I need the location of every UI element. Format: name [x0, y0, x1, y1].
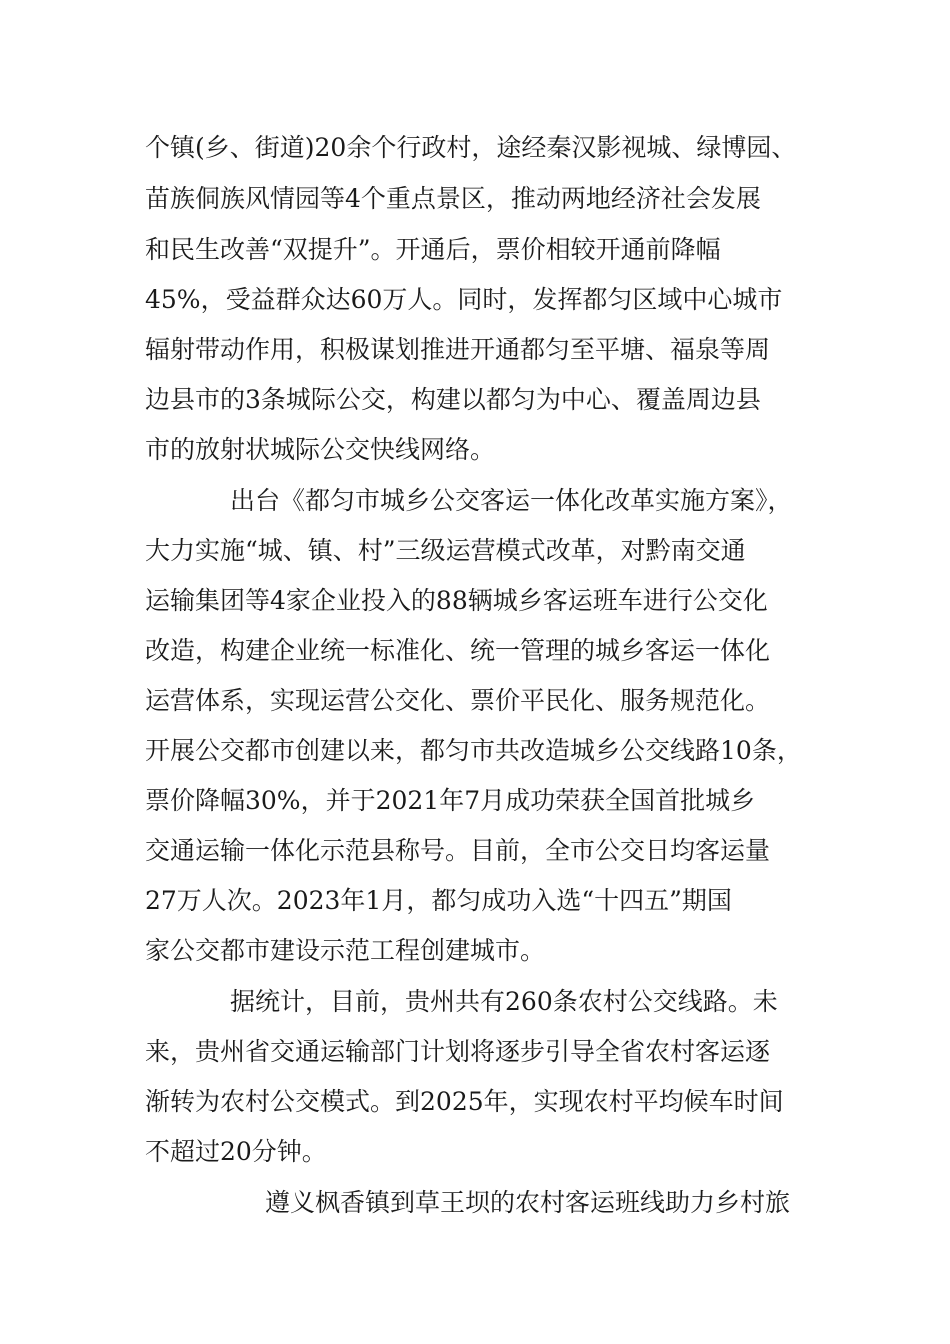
paragraph-4-line-1: 遵义枫香镇到草王坝的农村客运班线助力乡村旅 — [265, 1188, 791, 1217]
paragraph-3-line-4: 不超过20分钟。 — [145, 1137, 327, 1166]
paragraph-2-line-2: 大力实施“城、镇、村”三级运营模式改革，对黔南交通 — [145, 536, 746, 565]
paragraph-2-line-9: 27万人次。2023年1月，都匀成功入选“十四五”期国 — [145, 886, 732, 915]
paragraph-2-line-4: 改造，构建企业统一标准化、统一管理的城乡客运一体化 — [145, 636, 771, 665]
paragraph-2-line-3: 运输集团等4家企业投入的88辆城乡客运班车进行公交化 — [145, 586, 768, 615]
paragraph-2-line-10: 家公交都市建设示范工程创建城市。 — [145, 936, 546, 965]
paragraph-1-line-5: 辐射带动作用，积极谋划推进开通都匀至平塘、福泉等周 — [145, 335, 771, 364]
paragraph-3-line-1: 据统计，目前，贵州共有260条农村公交线路。未 — [230, 987, 778, 1016]
paragraph-1-line-7: 市的放射状城际公交快线网络。 — [145, 435, 496, 464]
paragraph-2-line-1: 出台《都匀市城乡公交客运一体化改革实施方案》， — [230, 486, 793, 515]
paragraph-2-line-7: 票价降幅30%，并于2021年7月成功荣获全国首批城乡 — [145, 786, 756, 815]
paragraph-2-line-5: 运营体系，实现运营公交化、票价平民化、服务规范化。 — [145, 686, 771, 715]
paragraph-2-line-6: 开展公交都市创建以来，都匀市共改造城乡公交线路10条， — [145, 736, 802, 765]
paragraph-1-line-4: 45%，受益群众达60万人。同时，发挥都匀区域中心城市 — [145, 285, 783, 314]
paragraph-1-line-2: 苗族侗族风情园等4个重点景区，推动两地经济社会发展 — [145, 184, 761, 213]
paragraph-2-line-8: 交通运输一体化示范县称号。目前，全市公交日均客运量 — [145, 836, 771, 865]
paragraph-1-line-3: 和民生改善“双提升”。开通后，票价相较开通前降幅 — [145, 235, 721, 264]
paragraph-1-line-1: 个镇(乡、街道)20余个行政村，途经秦汉影视城、绿博园、 — [145, 133, 797, 162]
paragraph-3-line-2: 来，贵州省交通运输部门计划将逐步引导全省农村客运逐 — [145, 1037, 771, 1066]
paragraph-1-line-6: 边县市的3条城际公交，构建以都匀为中心、覆盖周边县 — [145, 385, 761, 414]
paragraph-3-line-3: 渐转为农村公交模式。到2025年，实现农村平均候车时间 — [145, 1087, 784, 1116]
